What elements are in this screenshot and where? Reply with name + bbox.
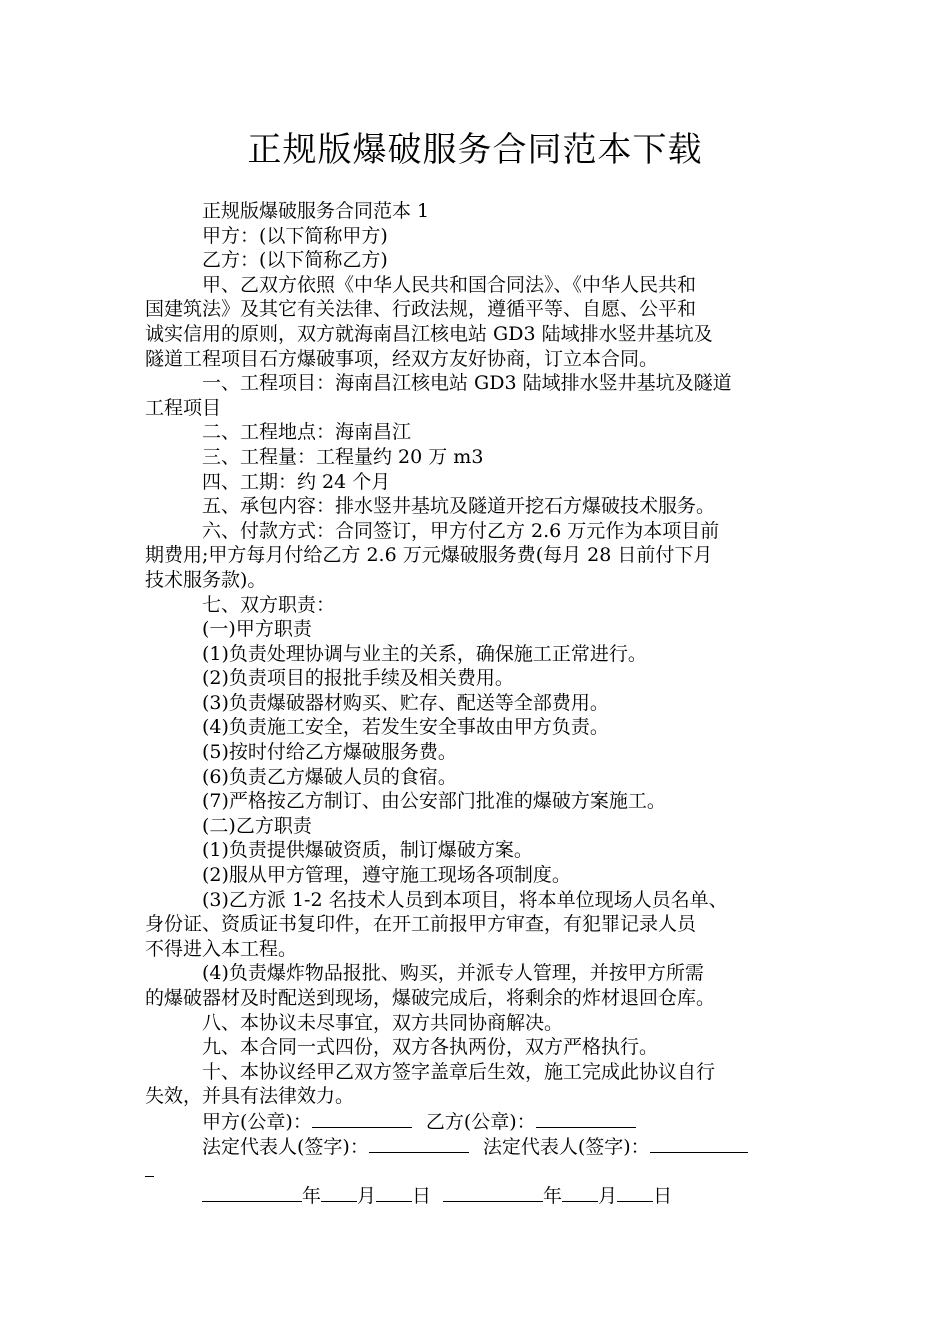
document-line: 二、工程地点：海南昌江 [202, 421, 412, 444]
document-line: 工程项目 [145, 396, 222, 419]
document-line: 身份证、资质证书复印件，在开工前报甲方审查，有犯罪记录人员 [145, 913, 697, 936]
document-line: (2)负责项目的报批手续及相关费用。 [202, 667, 514, 690]
document-line: 乙方：(以下简称乙方) [202, 249, 388, 272]
signature-blank-line[interactable] [376, 1183, 412, 1202]
document-line: (1)负责提供爆破资质，制订爆破方案。 [202, 839, 533, 862]
document-line: (4)负责爆炸物品报批、购买，并派专人管理，并按甲方所需 [202, 962, 704, 985]
document-line: 五、承包内容：排水竖井基坑及隧道开挖石方爆破技术服务。 [202, 495, 716, 518]
document-line: 甲、乙双方依照《中华人民共和国合同法》、《中华人民共和 [202, 273, 697, 296]
document-line: (1)负责处理协调与业主的关系，确保施工正常进行。 [202, 642, 647, 665]
document-body [145, 199, 805, 1207]
document-line: 三、工程量：工程量约 20 万 m3 [202, 445, 484, 468]
document-title: 正规版爆破服务合同范本下载 [247, 130, 703, 170]
document-line: 八、本协议未尽事宜，双方共同协商解决。 [202, 1011, 564, 1034]
document-line: 失效，并具有法律效力。 [145, 1085, 355, 1108]
year-label: 年 [543, 1184, 563, 1207]
document-line: (5)按时付给乙方爆破服务费。 [202, 741, 457, 764]
document-line: 国建筑法》及其它有关法律、行政法规，遵循平等、自愿、公平和 [145, 298, 697, 321]
signature-blank-line[interactable] [562, 1183, 598, 1202]
document-line: (二)乙方职责 [202, 814, 312, 837]
signature-blank-line[interactable] [145, 1158, 154, 1177]
party-b-seal-label: 乙方(公章)： [425, 1110, 536, 1133]
party-a-seal-label: 甲方(公章)： [202, 1110, 312, 1133]
signature-blank-line[interactable] [650, 1134, 748, 1153]
document-line: (一)甲方职责 [202, 618, 312, 641]
month-label: 月 [598, 1184, 618, 1207]
signature-blank-line[interactable] [312, 1109, 412, 1128]
document-line: 隧道工程项目石方爆破事项，经双方友好协商，订立本合同。 [145, 347, 659, 370]
document-line: 四、工期：约 24 个月 [202, 470, 391, 493]
day-label: 日 [412, 1184, 432, 1207]
day-label: 日 [653, 1184, 673, 1207]
signature-blank-line[interactable] [617, 1183, 653, 1202]
party-a-rep-label: 法定代表人(签字)： [202, 1135, 369, 1158]
year-label: 年 [302, 1184, 322, 1207]
document-line: 九、本合同一式四份，双方各执两份，双方严格执行。 [202, 1036, 659, 1059]
document-line: 不得进入本工程。 [145, 937, 298, 960]
document-line: (7)严格按乙方制订、由公安部门批准的爆破方案施工。 [202, 790, 666, 813]
document-line: 十、本协议经甲乙双方签字盖章后生效，施工完成此协议自行 [202, 1060, 716, 1083]
overflow-blank-line [145, 1158, 805, 1183]
document-line: 甲方：(以下简称甲方) [202, 224, 388, 247]
signature-blank-line[interactable] [369, 1134, 469, 1153]
document-line: 七、双方职责： [202, 593, 336, 616]
document-line: 技术服务款)。 [145, 568, 267, 591]
document-line: (3)负责爆破器材购买、贮存、配送等全部费用。 [202, 691, 609, 714]
document-line: 六、付款方式：合同签订，甲方付乙方 2.6 万元作为本项目前 [202, 519, 720, 542]
document-line: 正规版爆破服务合同范本 1 [202, 200, 430, 222]
document-line: 的爆破器材及时配送到现场，爆破完成后，将剩余的炸材退回仓库。 [145, 987, 716, 1009]
seal-line [145, 1109, 805, 1134]
document-line: 期费用;甲方每月付给乙方 2.6 万元爆破服务费(每月 28 日前付下月 [145, 544, 713, 567]
signature-blank-line[interactable] [202, 1183, 302, 1202]
month-label: 月 [357, 1184, 377, 1207]
document-line: 一、工程项目：海南昌江核电站 GD3 陆域排水竖井基坑及隧道 [202, 372, 732, 395]
signature-blank-line[interactable] [321, 1183, 357, 1202]
signature-blank-line[interactable] [536, 1109, 636, 1128]
document-line: (2)服从甲方管理，遵守施工现场各项制度。 [202, 864, 571, 887]
document-line: (6)负责乙方爆破人员的食宿。 [202, 765, 457, 788]
document-line: (4)负责施工安全，若发生安全事故由甲方负责。 [202, 716, 609, 739]
representative-line [145, 1134, 805, 1159]
signature-blank-line[interactable] [443, 1183, 543, 1202]
document-line: 诚实信用的原则，双方就海南昌江核电站 GD3 陆域排水竖井基坑及 [145, 322, 713, 345]
date-line [145, 1183, 805, 1208]
document-line: (3)乙方派 1-2 名技术人员到本项目，将本单位现场人员名单、 [202, 888, 728, 911]
party-b-rep-label: 法定代表人(签字)： [482, 1135, 650, 1158]
